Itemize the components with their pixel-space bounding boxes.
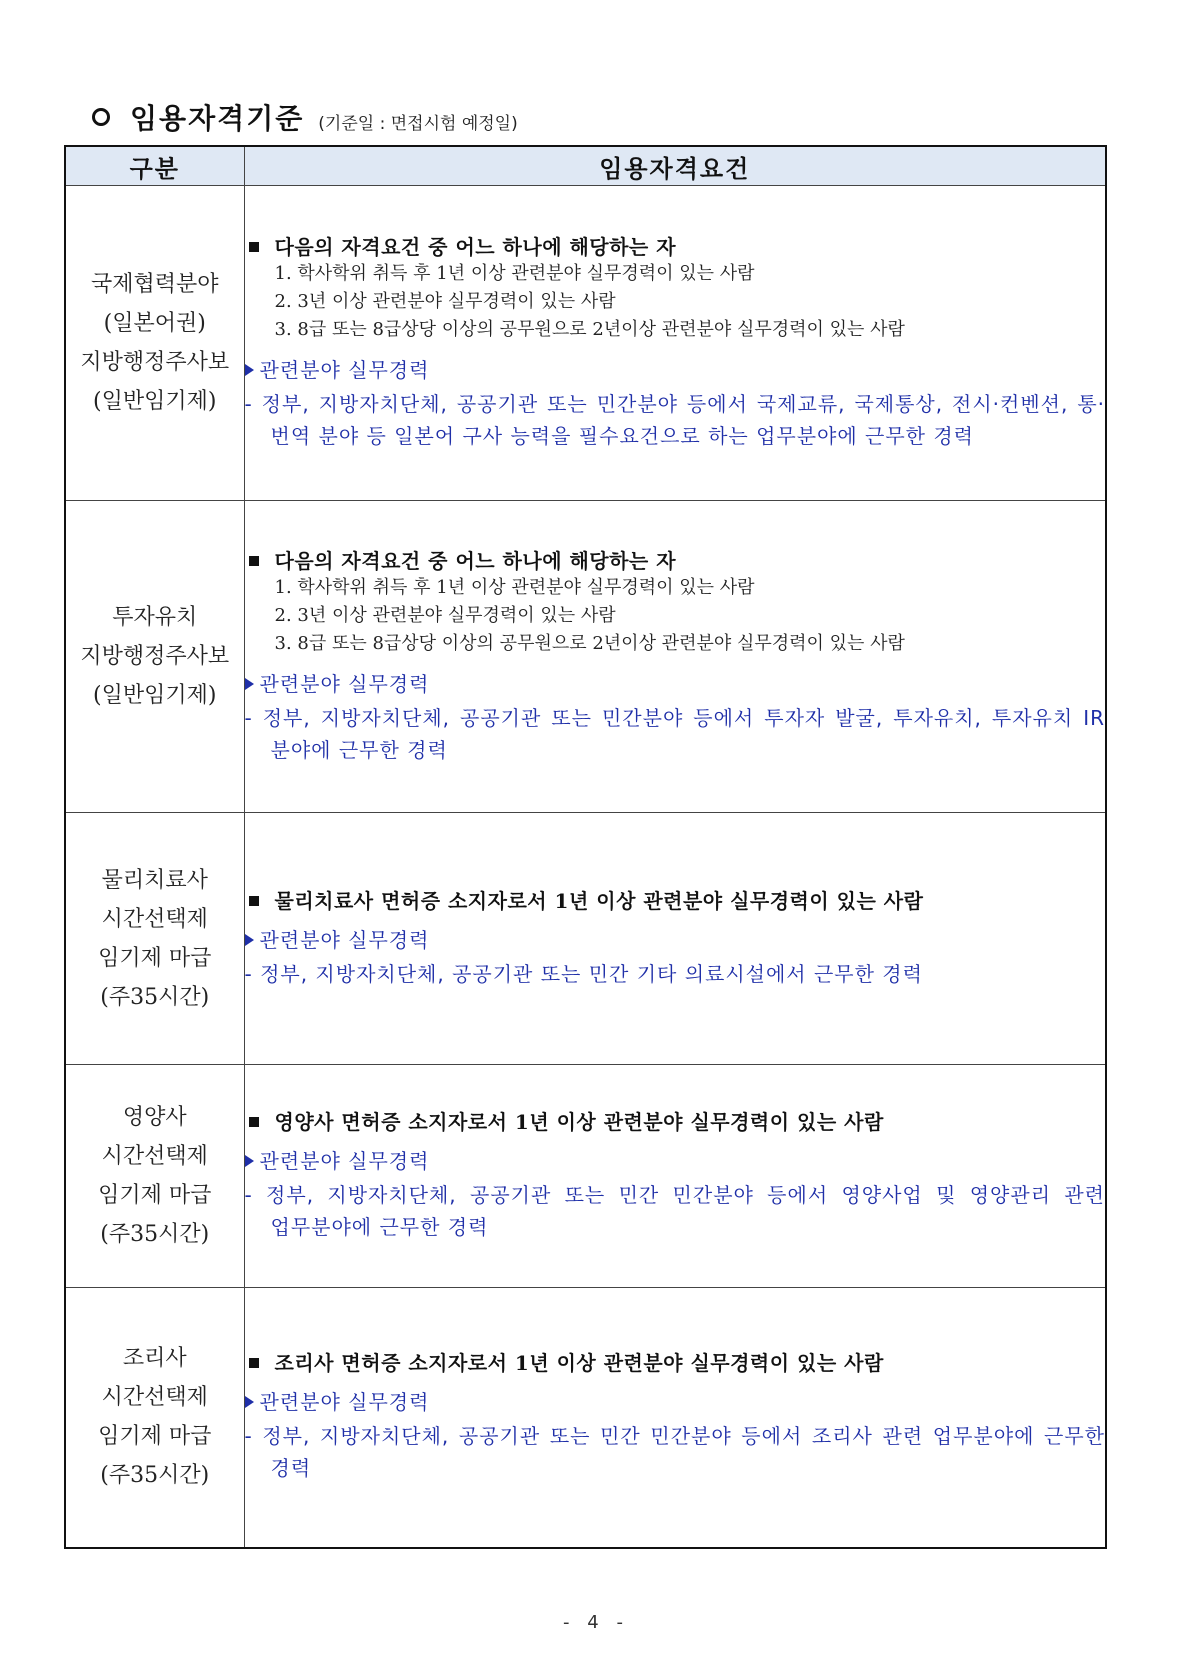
square-bullet-icon (249, 1117, 259, 1127)
list-item: 3. 8급 또는 8급상당 이상의 공무원으로 2년이상 관련분야 실무경력이 있는 사람 (274, 319, 905, 340)
square-bullet-icon (249, 1358, 259, 1368)
category-line: 투자유치 (112, 605, 198, 630)
category-line: 시간선택제 (101, 906, 208, 932)
category-line: 지방행정주사보 (80, 350, 230, 375)
list-item: 2. 3년 이상 관련분야 실무경력이 있는 사람 (274, 604, 616, 626)
page-number: - 4 - (563, 1612, 629, 1633)
category-cell (65, 813, 244, 1065)
table-row (65, 813, 1106, 1065)
square-bullet-icon (249, 556, 259, 566)
category-cell (65, 1065, 244, 1288)
table-header-row (65, 146, 1106, 186)
list-item: 3. 8급 또는 8급상당 이상의 공무원으로 2년이상 관련분야 실무경력이 있는 사람 (274, 632, 905, 654)
field-description: - 정부, 지방자치단체, 공공기관 또는 민간 기타 의료시설에서 근무한 경력 (244, 961, 923, 986)
criteria-list (245, 260, 1106, 344)
section-heading (92, 96, 518, 138)
category-line: 시간선택제 (101, 1385, 208, 1411)
category-line: (주35시간) (100, 1463, 210, 1489)
category-line: 임기제 마급 (98, 1424, 212, 1450)
table-row (65, 1288, 1106, 1548)
criterion: 다음의 자격요건 중 어느 하나에 해당하는 자 (245, 234, 1106, 260)
field-heading: 관련분야 실무경력 (245, 1147, 1106, 1175)
category-cell (65, 501, 244, 813)
requirement-cell (244, 1065, 1106, 1288)
field-heading: 관련분야 실무경력 (245, 670, 1106, 698)
field-description: - 정부, 지방자치단체, 공공기관 또는 민간 민간분야 등에서 조리사 관련 업무분야에 근무한 경력 (244, 1424, 1105, 1481)
header-requirements: 임용자격요건 (244, 146, 1106, 186)
category-line: (일반임기제) (93, 389, 217, 414)
category-line: (주35시간) (100, 1222, 210, 1247)
criterion: 물리치료사 면허증 소지자로서 1년 이상 관련분야 실무경력이 있는 사람 (245, 888, 1106, 914)
table-row (65, 186, 1106, 501)
requirement-cell (244, 813, 1106, 1065)
category-line: (주35시간) (100, 984, 210, 1010)
criteria-list (245, 574, 1106, 658)
field-heading: 관련분야 실무경력 (245, 1388, 1106, 1416)
table-row (65, 501, 1106, 813)
category-line: 시간선택제 (101, 1144, 208, 1169)
category-line: 임기제 마급 (98, 1183, 212, 1208)
category-line: (일반임기제) (93, 683, 217, 708)
triangle-bullet-icon (245, 364, 254, 376)
criterion: 영양사 면허증 소지자로서 1년 이상 관련분야 실무경력이 있는 사람 (245, 1109, 1106, 1135)
list-item: 1. 학사학위 취득 후 1년 이상 관련분야 실무경력이 있는 사람 (274, 263, 755, 284)
square-bullet-icon (249, 896, 259, 906)
criterion: 다음의 자격요건 중 어느 하나에 해당하는 자 (245, 548, 1106, 574)
triangle-bullet-icon (245, 1396, 254, 1408)
list-item: 1. 학사학위 취득 후 1년 이상 관련분야 실무경력이 있는 사람 (274, 576, 755, 598)
category-line: 임기제 마급 (98, 945, 212, 971)
triangle-bullet-icon (245, 1155, 254, 1167)
triangle-bullet-icon (245, 934, 254, 946)
criterion: 조리사 면허증 소지자로서 1년 이상 관련분야 실무경력이 있는 사람 (245, 1350, 1106, 1376)
requirement-cell (244, 501, 1106, 813)
field-description: - 정부, 지방자치단체, 공공기관 또는 민간분야 등에서 투자자 발굴, 투자유치, 투자유치 IR 분야에 근무한 경력 (244, 705, 1105, 762)
field-description: - 정부, 지방자치단체, 공공기관 또는 민간 민간분야 등에서 영양사업 및 영양관리 관련 업무분야에 근무한 경력 (244, 1183, 1105, 1239)
category-cell (65, 1288, 244, 1548)
category-line: 조리사 (122, 1346, 187, 1372)
category-line: (일본어권) (103, 311, 206, 336)
category-line: 국제협력분야 (90, 272, 219, 297)
square-bullet-icon (249, 242, 259, 252)
field-description: - 정부, 지방자치단체, 공공기관 또는 민간분야 등에서 국제교류, 국제통상, 전시·컨벤션, 통·번역 분야 등 일본어 구사 능력을 필수요건으로 하는 업무분야에 근무한 경력 (244, 392, 1105, 448)
section-title: 임용자격기준 (130, 102, 305, 135)
category-line: 지방행정주사보 (80, 644, 230, 669)
table-row (65, 1065, 1106, 1288)
category-line: 영양사 (122, 1105, 187, 1130)
category-cell (65, 186, 244, 501)
qualification-table (64, 145, 1107, 1549)
triangle-bullet-icon (245, 678, 254, 690)
header-category: 구분 (65, 146, 244, 186)
field-heading: 관련분야 실무경력 (245, 356, 1106, 384)
field-heading: 관련분야 실무경력 (245, 926, 1106, 954)
section-note: (기준일 : 면접시험 예정일) (318, 113, 518, 134)
requirement-cell (244, 186, 1106, 501)
requirement-cell (244, 1288, 1106, 1548)
circle-bullet-icon (92, 108, 110, 126)
category-line: 물리치료사 (101, 867, 208, 893)
list-item: 2. 3년 이상 관련분야 실무경력이 있는 사람 (274, 291, 616, 312)
